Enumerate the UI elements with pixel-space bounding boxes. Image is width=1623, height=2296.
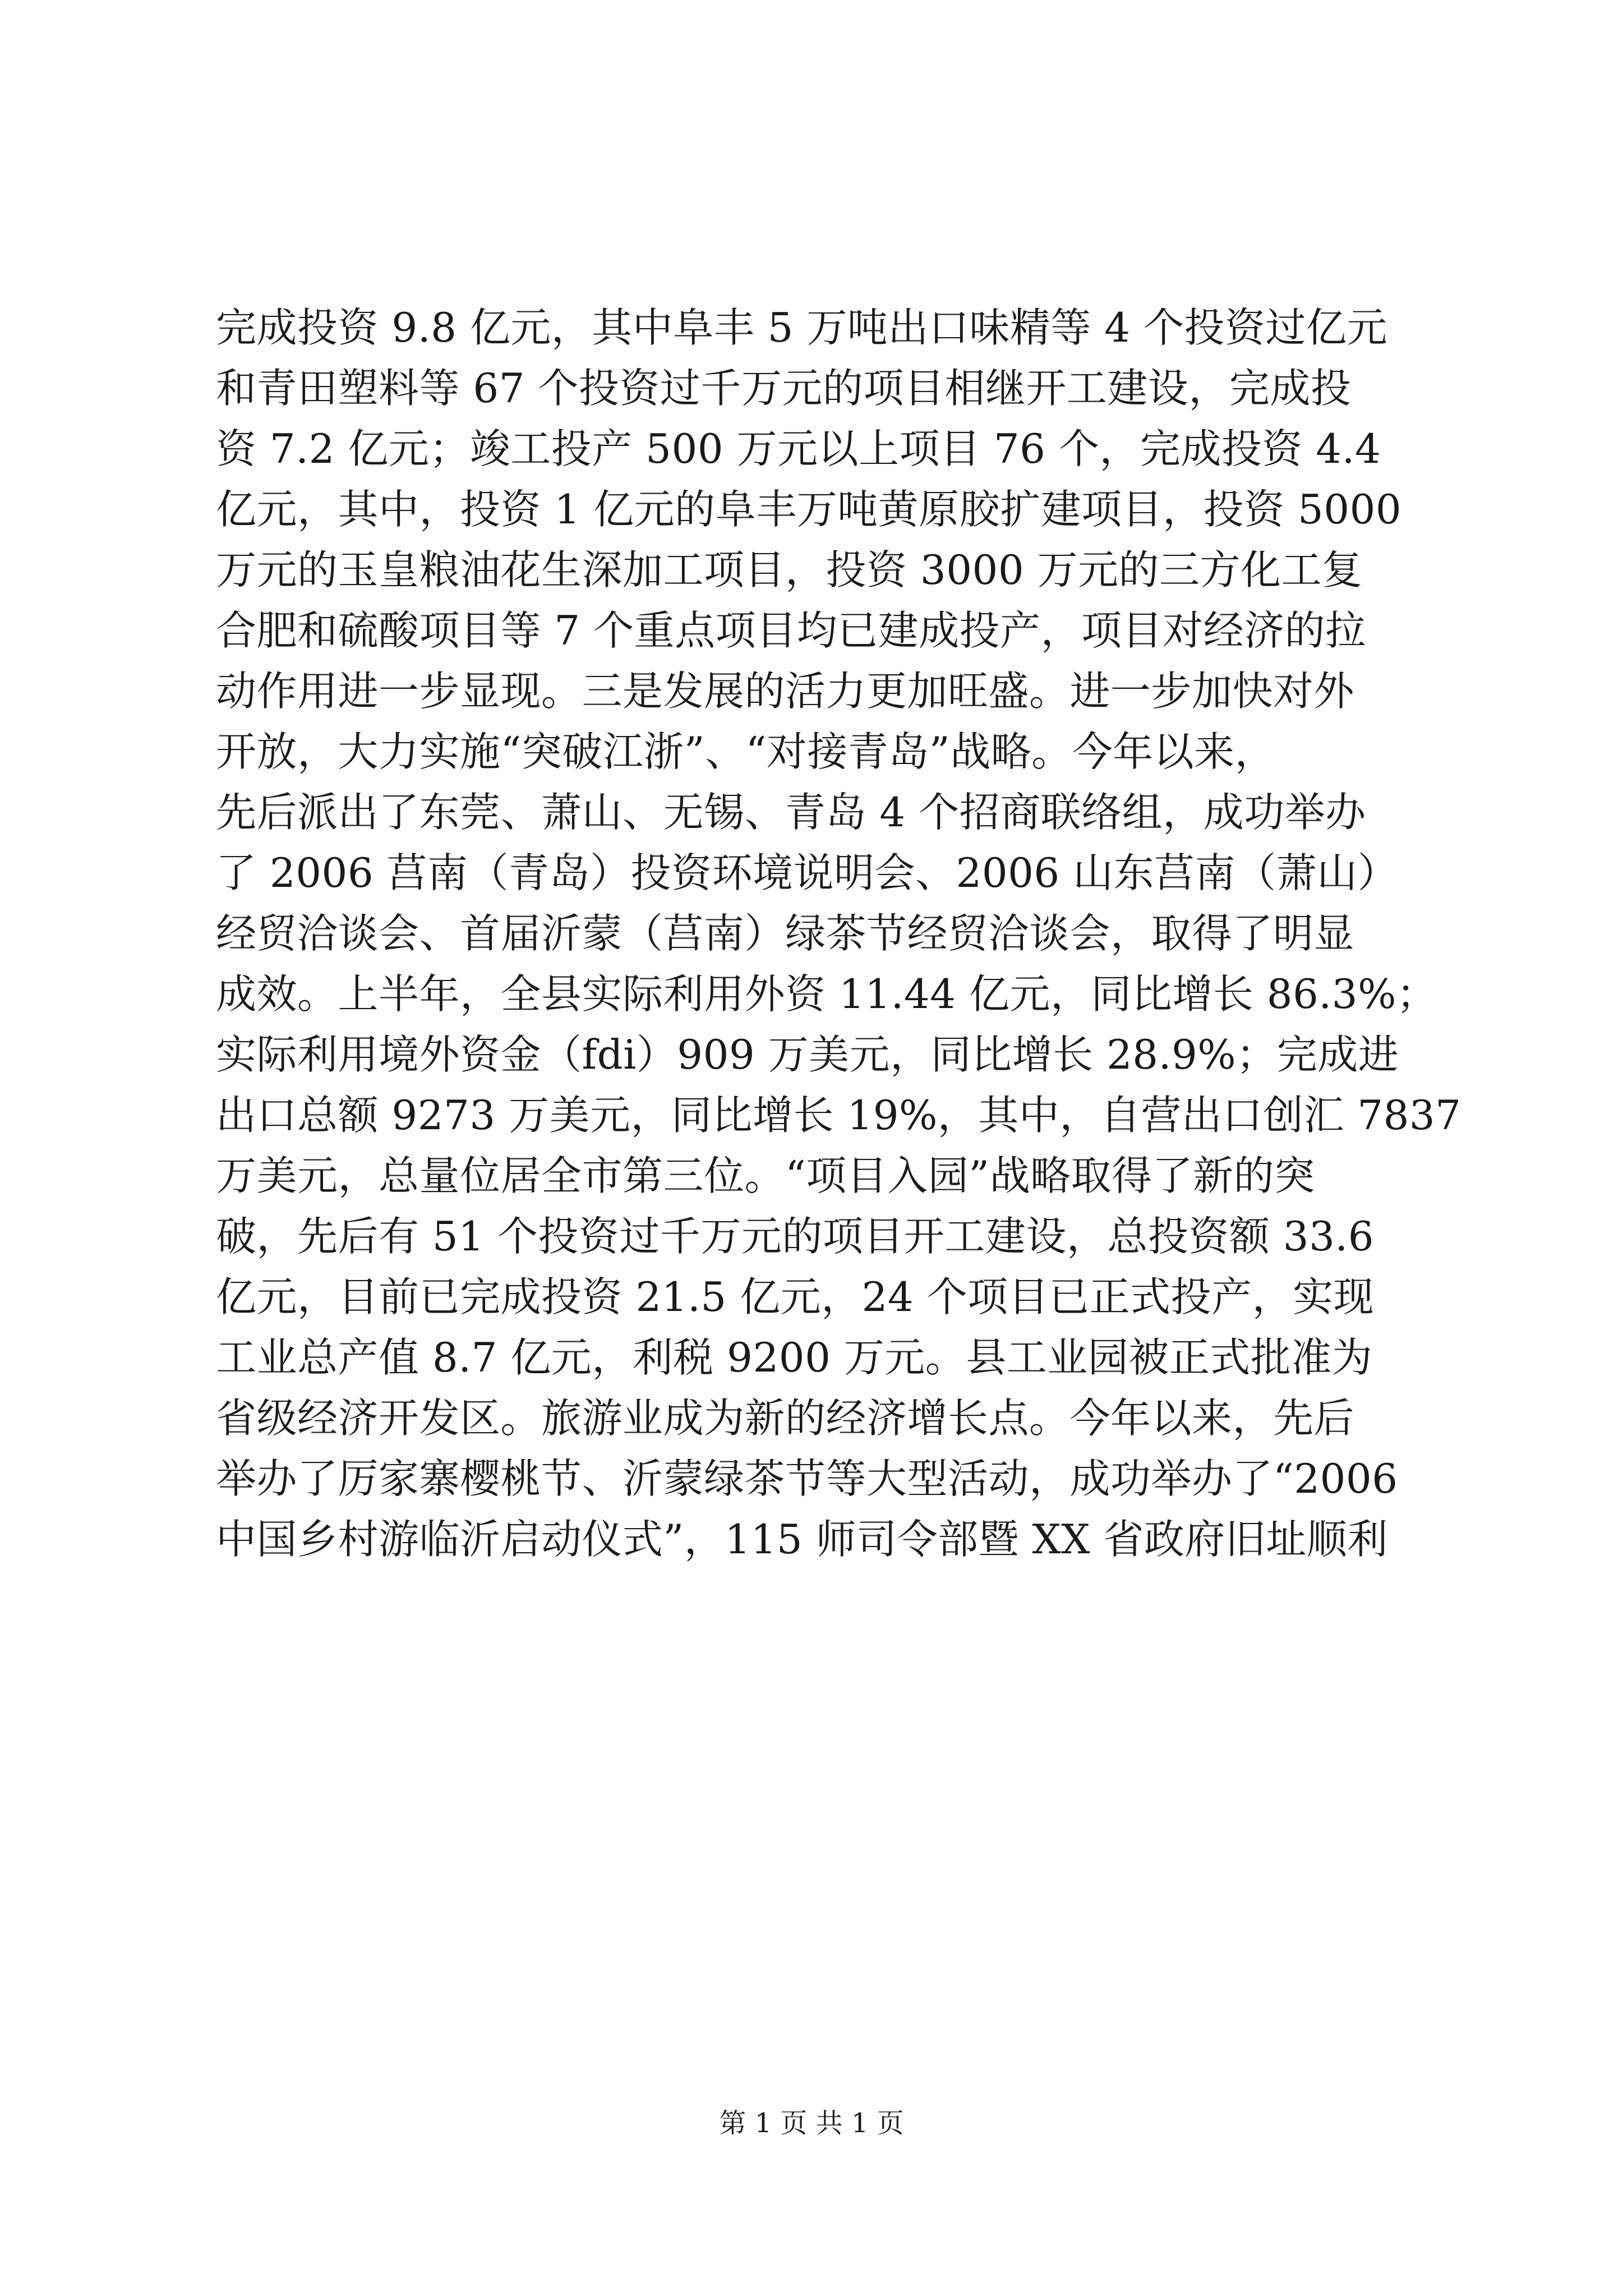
page-number-footer: 第 1 页 共 1 页 bbox=[719, 2108, 904, 2139]
text-line: 亿元，其中，投资 1 亿元的阜丰万吨黄原胶扩建项目，投资 5000 bbox=[216, 486, 1402, 533]
text-line: 动作用进一步显现。三是发展的活力更加旺盛。进一步加快对外 bbox=[216, 668, 1355, 715]
text-line: 经贸洽谈会、首届沂蒙（莒南）绿茶节经贸洽谈会，取得了明显 bbox=[216, 910, 1355, 957]
text-line: 了 2006 莒南（青岛）投资环境说明会、2006 山东莒南（萧山） bbox=[216, 849, 1399, 896]
text-line: 万美元，总量位居全市第三位。“项目入园”战略取得了新的突 bbox=[216, 1152, 1315, 1199]
text-line: 实际利用境外资金（fdi）909 万美元，同比增长 28.9%；完成进 bbox=[216, 1031, 1399, 1078]
text-line: 破，先后有 51 个投资过千万元的项目开工建设，总投资额 33.6 bbox=[216, 1213, 1375, 1260]
text-line: 举办了厉家寨樱桃节、沂蒙绿茶节等大型活动，成功举办了“2006 bbox=[216, 1455, 1398, 1502]
text-line: 完成投资 9.8 亿元，其中阜丰 5 万吨出口味精等 4 个投资过亿元 bbox=[216, 304, 1387, 351]
text-line: 先后派出了东莞、萧山、无锡、青岛 4 个招商联络组，成功举办 bbox=[216, 789, 1366, 836]
text-line: 合肥和硫酸项目等 7 个重点项目均已建成投产，项目对经济的拉 bbox=[216, 607, 1366, 654]
text-line: 中国乡村游临沂启动仪式”，115 师司令部暨 XX 省政府旧址顺利 bbox=[216, 1516, 1388, 1563]
text-line: 工业总产值 8.7 亿元，利税 9200 万元。县工业园被正式批准为 bbox=[216, 1334, 1373, 1381]
text-line: 和青田塑料等 67 个投资过千万元的项目相继开工建设，完成投 bbox=[216, 365, 1352, 412]
text-line: 成效。上半年，全县实际利用外资 11.44 亿元，同比增长 86.3%； bbox=[216, 970, 1437, 1018]
text-line: 资 7.2 亿元；竣工投产 500 万元以上项目 76 个，完成投资 4.4 bbox=[216, 425, 1381, 472]
text-line: 万元的玉皇粮油花生深加工项目，投资 3000 万元的三方化工复 bbox=[216, 546, 1363, 593]
text-line: 出口总额 9273 万美元，同比增长 19%，其中，自营出口创汇 7837 bbox=[216, 1092, 1461, 1139]
text-line: 亿元，目前已完成投资 21.5 亿元，24 个项目已正式投产，实现 bbox=[216, 1273, 1375, 1320]
text-line: 开放，大力实施“突破江浙”、“对接青岛”战略。今年以来， bbox=[216, 728, 1276, 775]
body-text bbox=[216, 297, 1461, 1570]
text-line: 省级经济开发区。旅游业成为新的经济增长点。今年以来，先后 bbox=[216, 1395, 1355, 1442]
